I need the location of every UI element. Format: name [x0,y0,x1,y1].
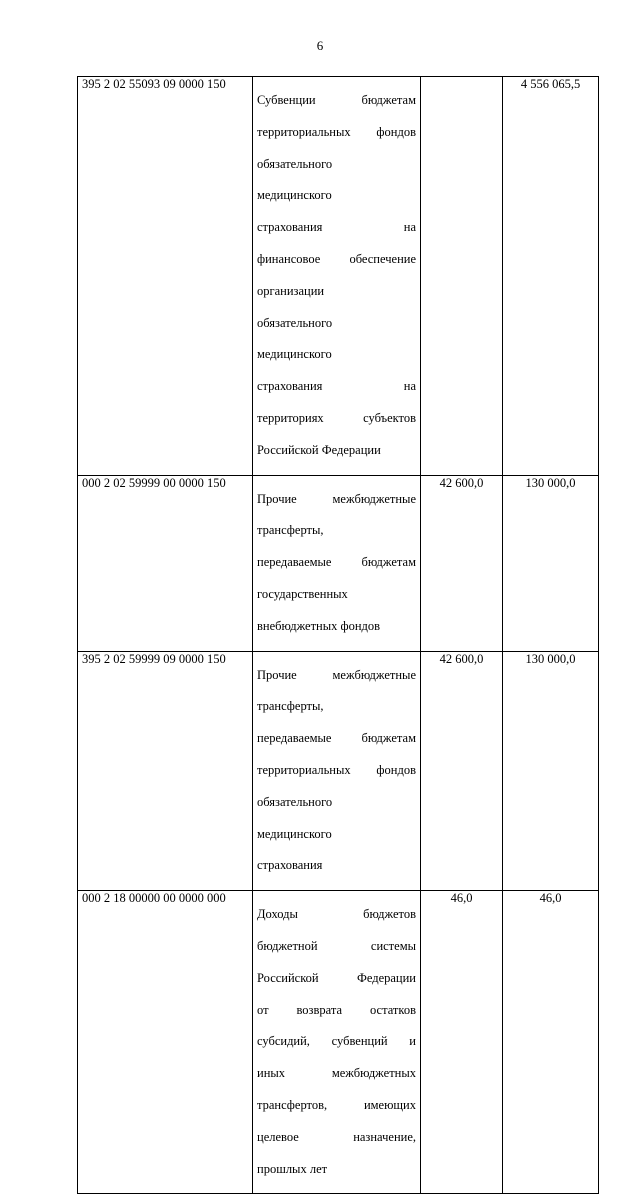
page-number: 6 [316,38,324,53]
income-name-line: страхования на [257,379,416,394]
income-name-line: медицинского [257,826,332,841]
table-row [78,77,599,476]
table-row [78,651,599,891]
income-name-line: трансферты, [257,523,324,538]
income-name-cell [253,77,421,476]
income-name-line: государственных [257,587,348,601]
income-name-line: территориях субъектов [257,411,416,426]
budget-table [77,76,599,1194]
income-name-line: целевое назначение, [257,1129,416,1144]
income-name-line: прошлых лет [257,1161,328,1176]
income-name-line: обязательного [257,315,333,330]
income-name-line: обязательного [257,156,333,171]
income-name-line: субсидий, субвенций и [257,1034,416,1049]
income-name-cell [253,475,421,651]
value-2020-cell: 4 556 065,5 [503,77,599,476]
income-name-line: трансфертов, имеющих [257,1098,416,1112]
income-name-line: бюджетной системы [257,938,416,953]
income-name-line: Прочие межбюджетные [257,491,416,506]
income-name-line: иных межбюджетных [257,1066,416,1081]
income-name-line: медицинского [257,347,332,362]
budget-code-cell: 000 2 18 00000 00 0000 000 [78,891,253,1194]
income-name-line: организации [257,283,325,298]
income-name-line: Российской Федерации [257,970,416,985]
value-2019-cell: 42 600,0 [421,651,503,891]
value-2019-cell [421,77,503,476]
budget-code-cell: 000 2 02 59999 00 0000 150 [78,475,253,651]
table-row [78,475,599,651]
income-name-cell [253,891,421,1194]
budget-code-cell: 395 2 02 59999 09 0000 150 [78,651,253,891]
value-2020-cell: 130 000,0 [503,651,599,891]
income-name-line: Доходы бюджетов [257,907,416,922]
income-name-line: Субвенции бюджетам [257,92,416,107]
value-2020-cell: 130 000,0 [503,475,599,651]
table-row [78,891,599,1194]
income-name-line: Российской Федерации [257,442,381,457]
income-name-line: трансферты, [257,699,324,714]
income-name-line: территориальных фондов [257,124,416,139]
income-name-line: медицинского [257,188,332,203]
value-2019-cell: 42 600,0 [421,475,503,651]
table-body [78,77,599,1194]
income-name-line: обязательного [257,794,333,809]
income-name-line: страхования [257,858,323,873]
income-name-line: от возврата остатков [257,1002,416,1017]
income-name-line: Прочие межбюджетные [257,667,416,682]
income-name-line: передаваемые бюджетам [257,555,416,570]
income-name-line: передаваемые бюджетам [257,731,416,746]
income-name-line: внебюджетных фондов [257,618,381,633]
income-name-line: страхования на [257,220,416,235]
income-name-line: финансовое обеспечение [257,251,416,266]
income-name-cell [253,651,421,891]
value-2020-cell: 46,0 [503,891,599,1194]
value-2019-cell: 46,0 [421,891,503,1194]
budget-code-cell: 395 2 02 55093 09 0000 150 [78,77,253,476]
income-name-line: территориальных фондов [257,762,416,777]
